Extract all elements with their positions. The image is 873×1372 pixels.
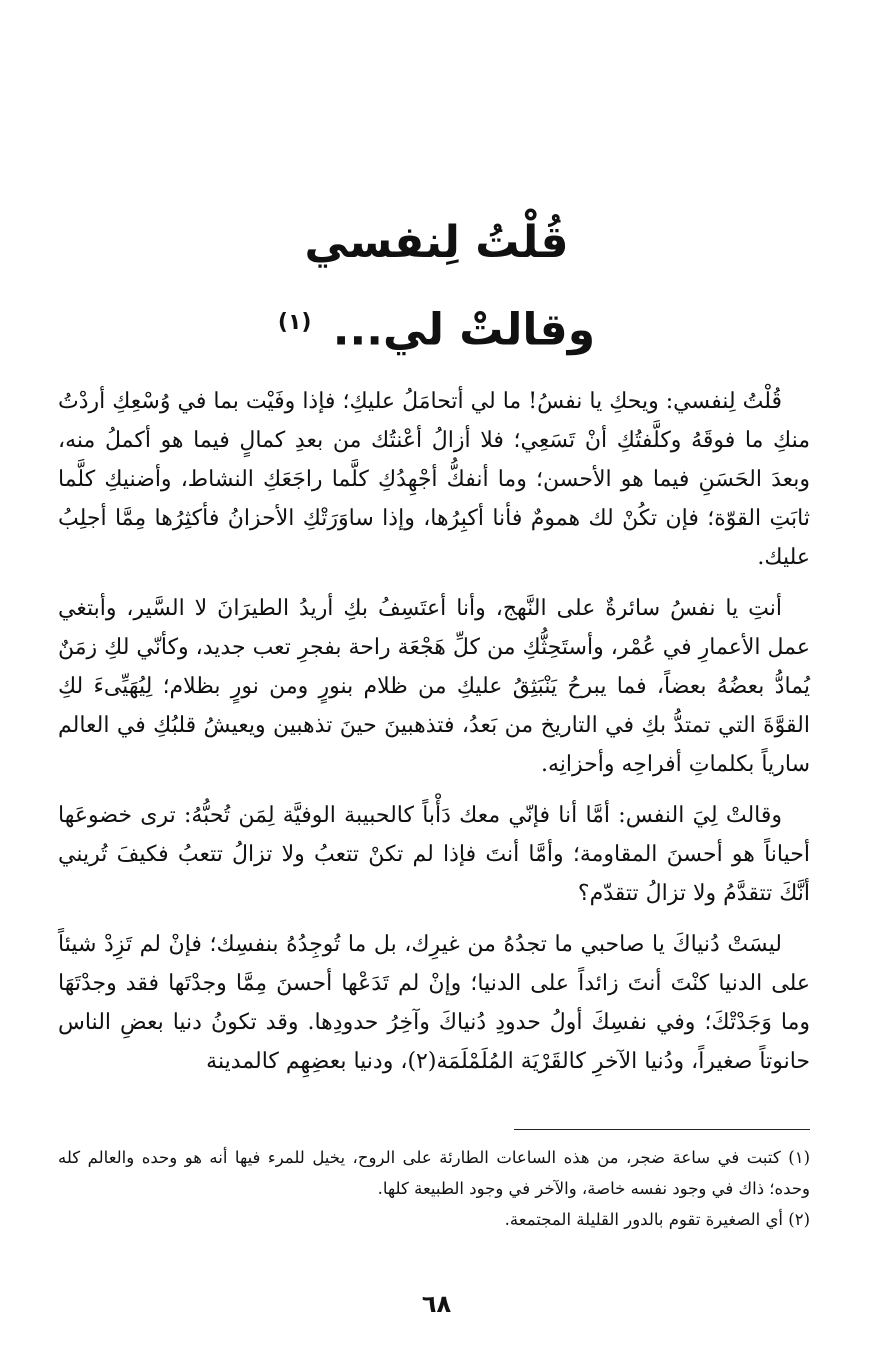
footnote-separator [514, 1129, 810, 1130]
chapter-title-line-2: وقالتْ لي... [332, 304, 596, 356]
page-number: ٦٨ [421, 1290, 452, 1318]
footnotes [58, 1142, 810, 1235]
footnote-1: (١) كتبت في ساعة ضجر، من هذه الساعات الطارئة على الروح، يخيل للمرء فيها أنه هو وحده والعالم كله وحده؛ ذاك في وجود نفسه خاصة، والآخر في وجود الطبيعة كلها. [58, 1148, 810, 1198]
footnote-2: (٢) أي الصغيرة تقوم بالدور القليلة المجتمعة. [504, 1210, 810, 1229]
chapter-title-line-1: قُلْتُ لِنفسي [304, 217, 569, 268]
body-text [58, 382, 810, 1093]
title-footnote-marker: (١) [277, 310, 312, 335]
paragraph-4: ليسَتْ دُنياكَ يا صاحبي ما تجدُهُ من غيرِك، بل ما تُوجِدُهُ بنفسِك؛ فإنْ لم تَزِدْ شيئاً على الدنيا كنْتَ أنتَ زائداً على الدنيا؛ وإنْ لم تَدَعْها أحسنَ مِمَّا وجدْتَها فقد وجدْتَهَا وما وَجَدْتْكَ؛ وفي نفسِكَ أولُ حدودِ دُنياكَ وآخِرُ حدودِها. وقد تكونُ دنيا بعضِ الناس حانوتاً صغيراً، ودُنيا الآخرِ كالقَرْيَة المُلَمْلَمَة(٢)، ودنيا بعضِهِم كالمدينة [58, 932, 810, 1074]
paragraph-1: قُلْتُ لِنفسي: ويحكِ يا نفسُ! ما لي أتحامَلُ عليكِ؛ فإذا وفَيْت بما في وُسْعِكِ أردْتُ منكِ ما فوقَهُ وكلَّفتُكِ أنْ تَسَعِي؛ فلا أزالُ أعْنتُك من بعدِ كمالٍ فيما هو أكملُ منه، وبعدَ الحَسَنِ فيما هو الأحسن؛ وما أنفكُّ أجْهِدُكِ كلَّما راجَعَكِ النشاط، وأضنيكِ كلَّما ثابَتِ القوّة؛ فإن تكُنْ لك همومٌ فأنا أكبِرُها، وإذا ساوَرَتْكِ الأحزانُ فأكثِرُها مِمَّا أجلِبُ عليك. [58, 389, 811, 570]
paragraph-2: أنتِ يا نفسُ سائرةٌ على النَّهج، وأنا أعتَسِفُ بكِ أريدُ الطيرَانَ لا السَّير، وأبتغي عمل الأعمارِ في عُمْر، وأستَحِثُّكِ من كلِّ هَجْعَة راحة بفجرِ تعب جديد، وكأنّي لكِ زمَنٌ يُمادُّ بعضُهُ بعضاً، فما يبرحُ يَنْبَثِقُ عليكِ من ظلام بنورٍ ومن نورٍ بظلام؛ لِيُهَيِّىءَ لكِ القوَّةَ التي تمتدُّ بكِ في التاريخ من بَعدُ، فتذهبينَ حينَ تذهبين ويعيشُ قلبُكِ في العالم سارياً بكلماتِ أفراحِه وأحزانِه. [58, 596, 810, 777]
paragraph-3: وقالتْ لِيَ النفس: أمَّا أنا فإنّي معك دَأْباً كالحبيبة الوفيَّة لِمَن تُحبُّهُ: ترى خضوعَها أحياناً هو أحسنَ المقاومة؛ وأمَّا أنتَ فإذا لم تكنْ تتعبُ ولا تزالُ تتعبُ فكيفَ تُريني أنَّكَ تتقدَّمُ ولا تزالُ تتقدّم؟ [58, 803, 810, 906]
chapter-title [0, 208, 873, 278]
chapter-subtitle [0, 288, 873, 366]
